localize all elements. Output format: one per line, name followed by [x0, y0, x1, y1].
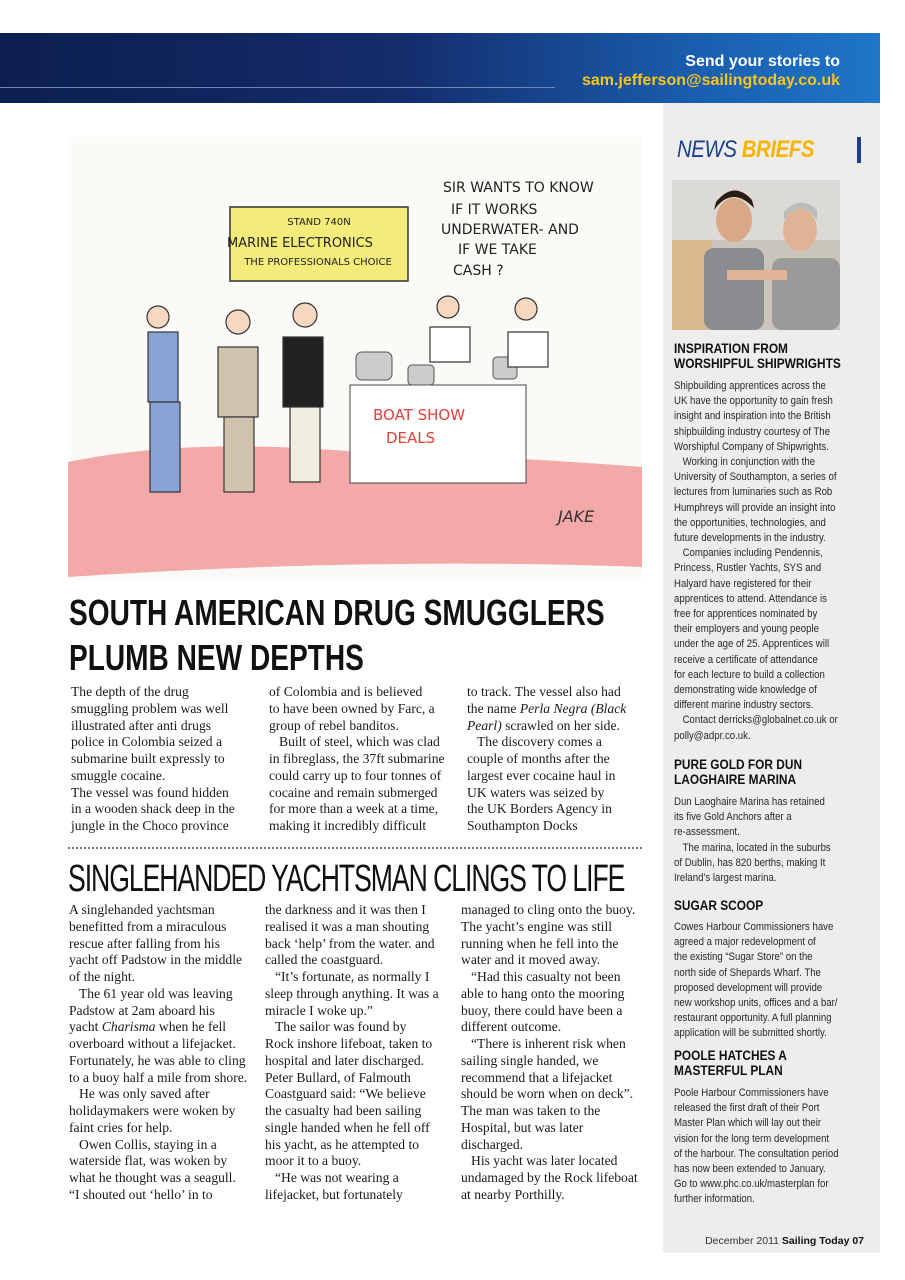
body-line	[269, 801, 445, 818]
text-run: sleep through anything. It was a	[265, 985, 439, 1001]
text-run: holidaymakers were woken by	[69, 1103, 236, 1118]
text-run: yacht	[69, 1019, 102, 1035]
brief-line: University of Southampton, a series of	[674, 471, 837, 484]
brief-line: north side of Shepards Wharf. The	[674, 966, 821, 979]
article2-headline: SINGLEHANDED YACHTSMAN CLINGS TO LIFE	[68, 858, 625, 900]
body-line	[265, 1019, 439, 1036]
brief-line: Princess, Rustler Yachts, SYS and	[674, 562, 822, 575]
brief-line: UK have the opportunity to gain fresh	[674, 395, 833, 408]
body-line	[71, 801, 235, 818]
brief-line: different marine industry sectors.	[674, 699, 814, 712]
brief-headline: LAOGHAIRE MARINA	[674, 772, 797, 787]
body-line	[467, 785, 626, 802]
text-run: realised it was a man shouting	[265, 918, 430, 934]
article1-headline-line1: SOUTH AMERICAN DRUG SMUGGLERS	[69, 592, 605, 633]
text-run: when he fell	[155, 1019, 227, 1035]
text-run: “There is inherent risk when	[471, 1036, 626, 1051]
article1-headline-line2: PLUMB NEW DEPTHS	[69, 637, 364, 678]
body-line	[265, 1137, 439, 1154]
text-run: to have been owned by Farc, a	[269, 700, 435, 716]
brief-headline: SUGAR SCOOP	[674, 898, 764, 913]
contact-email-link[interactable]: sam.jefferson@sailingtoday.co.uk	[581, 72, 840, 89]
brief-line: new workshop units, offices and a bar/	[674, 997, 838, 1010]
brief-line: of the harbour. The consultation period	[674, 1147, 839, 1160]
text-run: Southampton Docks	[467, 818, 578, 833]
text-run: of Colombia and is believed	[269, 684, 423, 699]
body-line	[461, 1103, 638, 1120]
brief-line: polly@adpr.co.uk.	[674, 729, 751, 742]
text-run: scrawled on her side.	[501, 717, 620, 733]
brief-line: agreed a major redevelopment of	[674, 936, 816, 949]
text-run: waterside flat, was woken by	[69, 1153, 228, 1169]
brief-line: vision for the long term development	[674, 1132, 830, 1145]
brief-line: Cowes Harbour Commissioners have	[674, 921, 834, 933]
svg-text:MARINE ELECTRONICS: MARINE ELECTRONICS	[227, 236, 373, 251]
body-line	[467, 801, 626, 818]
send-stories-label: Send your stories to	[685, 53, 840, 70]
body-line	[269, 818, 445, 835]
brief-line: their employers and young people	[674, 623, 819, 636]
svg-text:DEALS: DEALS	[386, 429, 436, 447]
text-run: undamaged by the Rock lifeboat	[461, 1170, 638, 1185]
title-briefs: BRIEFS	[741, 136, 815, 163]
body-line	[269, 768, 445, 785]
brief-line: re-assessment.	[674, 826, 740, 839]
svg-text:THE PROFESSIONALS CHOICE: THE PROFESSIONALS CHOICE	[244, 257, 392, 268]
text-run: The discovery comes a	[477, 734, 602, 750]
text-run: of the night.	[69, 969, 136, 984]
body-line	[69, 969, 247, 986]
body-line	[461, 1086, 638, 1103]
body-line	[461, 1019, 638, 1036]
text-run: He was only saved after	[79, 1086, 210, 1102]
body-line	[269, 718, 445, 735]
text-run: Hospital, but was later	[461, 1119, 584, 1135]
text-run: managed to cling onto the buoy.	[461, 902, 636, 917]
text-run: jungle in the Choco province	[71, 818, 229, 833]
body-line	[69, 1053, 247, 1070]
body-line	[467, 734, 626, 751]
text-run: able to hang onto the mooring	[461, 985, 625, 1001]
text-run: sailing single handed, we	[461, 1052, 599, 1068]
body-line	[461, 919, 638, 936]
body-line	[265, 936, 439, 953]
body-line	[71, 768, 235, 785]
text-run: to track. The vessel also had	[467, 684, 621, 699]
body-line	[69, 1137, 247, 1154]
brief-body	[674, 795, 856, 886]
article1-column-2	[269, 684, 445, 835]
text-run: called the coastguard.	[265, 952, 384, 968]
text-run: Padstow at 2am aboard his	[69, 1002, 215, 1018]
body-line	[467, 701, 626, 718]
brief-line: The marina, located in the suburbs	[682, 841, 831, 854]
brief-line: receive a certificate of attendance	[674, 653, 818, 666]
brief-line: its five Gold Anchors after a	[674, 811, 792, 824]
body-line	[69, 1187, 247, 1204]
brief-headline: WORSHIPFUL SHIPWRIGHTS	[674, 356, 841, 371]
text-run: in fibreglass, the 37ft submarine	[269, 751, 445, 766]
body-line	[69, 986, 247, 1003]
body-line	[71, 684, 235, 701]
text-run: the UK Borders Agency in	[467, 801, 612, 817]
body-line	[461, 952, 638, 969]
svg-text:IF IT WORKS: IF IT WORKS	[451, 202, 538, 218]
text-run: Built of steel, which was clad	[279, 734, 440, 750]
brief-body	[674, 920, 864, 1042]
brief-line: under the age of 25. Apprentices will	[674, 638, 830, 651]
text-run: submarine built expressly to	[71, 751, 225, 766]
body-line	[69, 1120, 247, 1137]
brief-headline: POOLE HATCHES A	[674, 1048, 787, 1063]
text-run: “It’s fortunate, as normally I	[275, 969, 430, 984]
body-line	[269, 684, 445, 701]
body-line	[467, 751, 626, 768]
body-line	[461, 969, 638, 986]
italic-text: Pearl)	[467, 717, 502, 733]
text-run: UK waters was seized by	[467, 784, 605, 800]
brief-line: the existing “Sugar Store” on the	[674, 951, 813, 964]
brief-line: Dun Laoghaire Marina has retained	[674, 796, 825, 808]
text-run: could carry up to four tonnes of	[269, 767, 442, 783]
brief-line: insight and inspiration into the British	[674, 410, 831, 423]
brief-line: Poole Harbour Commissioners have	[674, 1087, 829, 1099]
brief-line: Humphreys will provide an insight into	[674, 501, 836, 514]
body-line	[71, 734, 235, 751]
text-run: largest ever cocaine haul in	[467, 767, 616, 783]
body-line	[69, 1170, 247, 1187]
svg-text:CASH ?: CASH ?	[453, 263, 504, 279]
text-run: faint cries for help.	[69, 1119, 173, 1135]
body-line	[69, 1019, 247, 1036]
brief-line: Companies including Pendennis,	[682, 547, 823, 560]
brief-line: free for apprentices nominated by	[674, 608, 818, 621]
article1-column-1	[71, 684, 235, 835]
body-line	[461, 1036, 638, 1053]
brief-line: future developments in the industry.	[674, 532, 826, 545]
svg-text:STAND 740N: STAND 740N	[287, 217, 351, 228]
body-line	[265, 986, 439, 1003]
apprentices-photo	[672, 180, 840, 330]
text-run: “I shouted out ‘hello’ in to	[69, 1186, 213, 1202]
body-line	[265, 1053, 439, 1070]
article1-column-3	[467, 684, 626, 835]
brief-body	[674, 1086, 865, 1208]
text-run: A singlehanded yachtsman	[69, 902, 215, 917]
text-run: Rock inshore lifeboat, taken to	[265, 1036, 433, 1051]
body-line	[265, 1003, 439, 1020]
cartoon-counter	[350, 385, 526, 483]
body-line	[71, 818, 235, 835]
body-line	[467, 818, 626, 835]
text-run: different outcome.	[461, 1019, 562, 1035]
body-line	[265, 969, 439, 986]
text-run: couple of months after the	[467, 751, 610, 766]
article2-column-3	[461, 902, 638, 1204]
text-run: the darkness and it was then I	[265, 902, 426, 917]
brief-line: further information.	[674, 1193, 755, 1206]
text-run: rescue after falling from his	[69, 935, 220, 951]
text-run: “He was not wearing a	[275, 1170, 399, 1185]
text-run: for more than a week at a time,	[269, 801, 439, 817]
brief-line: Ireland’s largest marina.	[674, 872, 777, 885]
brief-line: Halyard have registered for their	[674, 577, 812, 590]
brief-line: Working in conjunction with the	[682, 456, 816, 469]
body-line	[265, 1036, 439, 1053]
body-line	[467, 718, 626, 735]
text-run: running when he fell into the	[461, 935, 619, 951]
page-footer	[705, 1235, 864, 1247]
italic-text: Perla Negra (Black	[519, 700, 627, 716]
text-run: in a wooden shack deep in the	[71, 801, 235, 817]
svg-text:IF WE TAKE: IF WE TAKE	[458, 242, 537, 258]
body-line	[269, 734, 445, 751]
brief-line: demonstrating wide knowledge of	[674, 684, 817, 697]
svg-text:JAKE: JAKE	[558, 507, 595, 526]
title-accent-bar	[857, 137, 861, 163]
body-line	[69, 952, 247, 969]
body-line	[71, 751, 235, 768]
body-line	[69, 1070, 247, 1087]
text-run: Peter Bullard, of Falmouth	[265, 1069, 411, 1085]
text-run: The vessel was found hidden	[71, 784, 229, 800]
body-line	[269, 701, 445, 718]
body-line	[69, 1036, 247, 1053]
text-run: water and it moved away.	[461, 952, 601, 968]
body-line	[71, 785, 235, 802]
svg-text:UNDERWATER- AND: UNDERWATER- AND	[441, 222, 579, 238]
brief-line: of Dublin, has 820 berths, making It	[674, 856, 826, 869]
body-line	[269, 751, 445, 768]
text-run: group of rebel banditos.	[269, 717, 399, 733]
brief-line: restaurant opportunity. A full planning	[674, 1012, 832, 1025]
cartoon-illustration	[68, 137, 642, 580]
body-line	[69, 936, 247, 953]
body-line	[461, 1070, 638, 1087]
text-run: Owen Collis, staying in a	[79, 1136, 217, 1152]
text-run: the casualty had been sailing	[265, 1103, 422, 1118]
text-run: The 61 year old was leaving	[79, 985, 233, 1001]
article2-column-1	[69, 902, 247, 1204]
body-line	[265, 1086, 439, 1103]
body-line	[265, 1170, 439, 1187]
footer-date: December 2011	[705, 1235, 779, 1247]
text-run: the name	[467, 700, 520, 716]
text-run: recommend that a lifejacket	[461, 1069, 613, 1085]
body-line	[265, 902, 439, 919]
brief-line: Go to www.phc.co.uk/masterplan for	[674, 1178, 829, 1191]
brief-line: Shipbuilding apprentices across the	[674, 380, 826, 392]
body-line	[461, 1170, 638, 1187]
brief-headline: PURE GOLD FOR DUN	[674, 757, 803, 772]
body-line	[467, 768, 626, 785]
text-run: Coastguard said: “We believe	[265, 1086, 426, 1102]
text-run: what he thought was a seagull.	[69, 1170, 236, 1185]
text-run: His yacht was later located	[471, 1153, 618, 1169]
body-line	[265, 1187, 439, 1204]
brief-line: Master Plan which will lay out their	[674, 1117, 822, 1130]
body-line	[69, 919, 247, 936]
text-run: making it incredibly difficult	[269, 818, 427, 833]
text-run: moor it to a buoy.	[265, 1153, 362, 1169]
text-run: “Had this casualty not been	[471, 969, 621, 984]
brief-line: proposed development will provide	[674, 981, 823, 994]
article-divider	[68, 847, 642, 849]
svg-text:SIR WANTS TO KNOW: SIR WANTS TO KNOW	[443, 180, 594, 196]
text-run: cocaine and remain submerged	[269, 784, 438, 800]
body-line	[265, 1153, 439, 1170]
brief-line: Contact derricks@globalnet.co.uk or	[682, 714, 838, 727]
body-line	[265, 1103, 439, 1120]
body-line	[461, 1003, 638, 1020]
text-run: single handed when he fell off	[265, 1119, 430, 1135]
body-line	[71, 701, 235, 718]
title-news: NEWS	[677, 136, 737, 163]
svg-text:BOAT SHOW: BOAT SHOW	[373, 406, 466, 424]
text-run: benefitted from a miraculous	[69, 918, 227, 934]
brief-line: shipbuilding industry courtesy of The	[674, 425, 830, 438]
text-run: back ‘help’ from the water. and	[265, 935, 435, 951]
body-line	[461, 1120, 638, 1137]
banner-rule	[0, 87, 555, 88]
body-line	[69, 1086, 247, 1103]
body-line	[265, 919, 439, 936]
text-run: smuggle cocaine.	[71, 767, 166, 783]
text-run: police in Colombia seized a	[71, 734, 222, 750]
body-line	[269, 785, 445, 802]
body-line	[71, 718, 235, 735]
text-run: The yacht’s engine was still	[461, 918, 613, 934]
brief-line: apprentices to attend. Attendance is	[674, 592, 827, 605]
body-line	[265, 952, 439, 969]
brief-line: application will be submitted shortly.	[674, 1027, 827, 1040]
body-line	[69, 902, 247, 919]
text-run: hospital and later discharged.	[265, 1052, 425, 1068]
body-line	[265, 1120, 439, 1137]
text-run: The depth of the drug	[71, 684, 189, 699]
body-line	[69, 1153, 247, 1170]
brief-headline: INSPIRATION FROM	[674, 341, 788, 356]
brief-line: Worshipful Company of Shipwrights.	[674, 440, 829, 453]
text-run: miracle I woke up.”	[265, 1002, 373, 1018]
body-line	[461, 1053, 638, 1070]
brief-headline: MASTERFUL PLAN	[674, 1063, 783, 1078]
body-line	[461, 1187, 638, 1204]
text-run: to a buoy half a mile from shore.	[69, 1069, 248, 1085]
body-line	[69, 1103, 247, 1120]
body-line	[461, 986, 638, 1003]
text-run: illustrated after anti drugs	[71, 717, 212, 733]
text-run: should be worn when on deck”.	[461, 1086, 634, 1102]
text-run: The man was taken to the	[461, 1103, 601, 1118]
text-run: Fortunately, he was able to cling	[69, 1052, 246, 1068]
body-line	[461, 936, 638, 953]
text-run: smuggling problem was well	[71, 700, 229, 716]
body-line	[461, 1153, 638, 1170]
brief-line: lectures from luminaries such as Rob	[674, 486, 833, 499]
news-briefs-title	[677, 136, 814, 164]
brief-line: for each lecture to build a collection	[674, 668, 825, 681]
text-run: overboard without a lifejacket.	[69, 1036, 236, 1051]
body-line	[461, 902, 638, 919]
body-line	[265, 1070, 439, 1087]
brief-line: released the first draft of their Port	[674, 1102, 820, 1115]
text-run: his yacht, as he attempted to	[265, 1136, 420, 1152]
header-banner	[0, 33, 880, 103]
text-run: yacht off Padstow in the middle	[69, 952, 243, 968]
brief-line: the opportunities, technologies, and	[674, 516, 826, 529]
text-run: lifejacket, but fortunately	[265, 1186, 403, 1202]
article2-column-2	[265, 902, 439, 1204]
text-run: discharged.	[461, 1136, 524, 1152]
text-run: The sailor was found by	[275, 1019, 407, 1035]
brief-line: has now been extended to January.	[674, 1163, 826, 1176]
text-run: at nearby Porthilly.	[461, 1186, 565, 1202]
italic-text: Charisma	[101, 1019, 156, 1035]
body-line	[467, 684, 626, 701]
body-line	[69, 1003, 247, 1020]
brief-body	[674, 379, 865, 744]
body-line	[461, 1137, 638, 1154]
text-run: buoy, there could have been a	[461, 1002, 623, 1018]
footer-magazine-page: Sailing Today 07	[781, 1235, 864, 1247]
